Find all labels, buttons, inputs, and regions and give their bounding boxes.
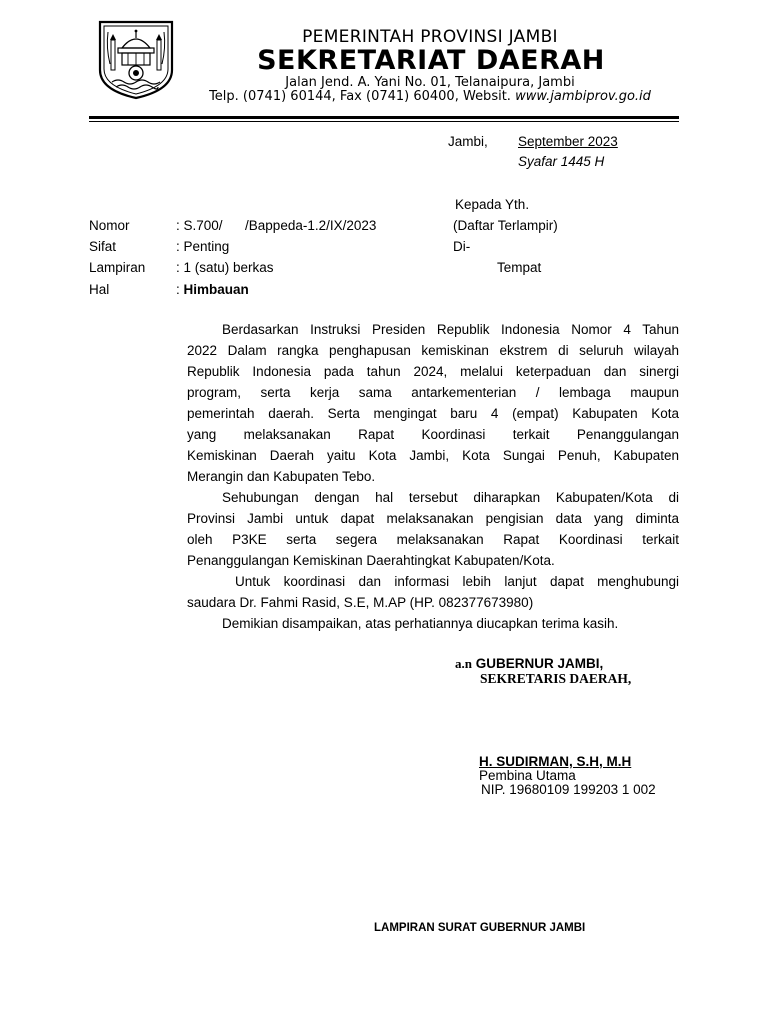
paragraph-line: Sehubungan dengan hal tersebut diharapkan Kabupaten/Kota di bbox=[222, 490, 679, 505]
letterhead-contact-text: Telp. (0741) 60144, Fax (0741) 60400, Websit. bbox=[209, 89, 511, 104]
recipient-name: (Daftar Terlampir) bbox=[453, 218, 558, 233]
signature-rank: Pembina Utama bbox=[479, 768, 576, 783]
date-city: Jambi, bbox=[448, 134, 488, 149]
paragraph-line: Provinsi Jambi untuk dapat melaksanakan pengisian data yang diminta bbox=[187, 511, 679, 526]
letterhead-office: SEKRETARIAT DAERAH bbox=[257, 45, 605, 76]
meta-label-sifat: Sifat bbox=[89, 239, 117, 254]
paragraph-line: yang melaksanakan Rapat Koordinasi terkait Penanggulangan bbox=[187, 427, 679, 442]
recipient-salutation: Kepada Yth. bbox=[455, 197, 530, 212]
paragraph-line: Penanggulangan Kemiskinan Daerahtingkat Kabupaten/Kota. bbox=[187, 553, 555, 568]
paragraph-line: Kemiskinan Daerah yaitu Kota Jambi, Kota Sungai Penuh, Kabupaten bbox=[187, 448, 679, 463]
meta-hal-prefix: : bbox=[176, 282, 184, 297]
paragraph-line: Demikian disampaikan, atas perhatiannya diucapkan terima kasih. bbox=[222, 616, 619, 631]
meta-label-lampiran: Lampiran bbox=[89, 260, 146, 275]
body-paragraph-1 bbox=[187, 319, 679, 487]
letterhead-rule-thin bbox=[89, 121, 679, 122]
paragraph-line: 2022 Dalam rangka penghapusan kemiskinan ekstrem di seluruh wilayah bbox=[187, 343, 679, 358]
date-hijri: Syafar 1445 H bbox=[518, 154, 605, 169]
signature-title-line bbox=[455, 656, 603, 672]
body-paragraph-4 bbox=[187, 613, 679, 634]
meta-value-nomor: : S.700/ /Bappeda-1.2/IX/2023 bbox=[176, 218, 377, 233]
body-paragraph-3 bbox=[187, 571, 679, 613]
recipient-at: Di- bbox=[453, 239, 471, 254]
meta-value-sifat: : Penting bbox=[176, 239, 230, 254]
signature-governor-title: GUBERNUR JAMBI, bbox=[475, 656, 604, 671]
signature-an-prefix: a.n bbox=[455, 656, 472, 671]
attachment-title: LAMPIRAN SURAT GUBERNUR JAMBI bbox=[374, 922, 586, 934]
jambi-province-emblem bbox=[92, 18, 180, 100]
paragraph-line: Untuk koordinasi dan informasi lebih lanjut dapat menghubungi bbox=[235, 574, 679, 589]
meta-label-nomor: Nomor bbox=[89, 218, 130, 233]
paragraph-line: Berdasarkan Instruksi Presiden Republik Indonesia Nomor 4 Tahun bbox=[222, 322, 679, 337]
recipient-place: Tempat bbox=[497, 260, 542, 275]
meta-hal-subject: Himbauan bbox=[183, 282, 249, 297]
paragraph-line: Merangin dan Kabupaten Tebo. bbox=[187, 469, 376, 484]
meta-label-hal: Hal bbox=[89, 282, 110, 297]
signature-nip: NIP. 19680109 199203 1 002 bbox=[481, 782, 656, 797]
letterhead-rule-thick bbox=[89, 116, 679, 119]
signature-secretary-title: SEKRETARIS DAERAH, bbox=[480, 671, 632, 686]
body-paragraph-2 bbox=[187, 487, 679, 571]
paragraph-line: pemerintah daerah. Serta mengingat baru 4 (empat) Kabupaten Kota bbox=[187, 406, 679, 421]
meta-value-hal bbox=[176, 282, 249, 298]
paragraph-line: Republik Indonesia pada tahun 2024, melalui keterpaduan dan sinergi bbox=[187, 364, 679, 379]
meta-value-lampiran: : 1 (satu) berkas bbox=[176, 260, 274, 275]
letterhead-government: PEMERINTAH PROVINSI JAMBI bbox=[302, 27, 558, 47]
paragraph-line: saudara Dr. Fahmi Rasid, S.E, M.AP (HP. 082377673980) bbox=[187, 595, 534, 610]
letterhead-website: www.jambiprov.go.id bbox=[515, 89, 651, 104]
letterhead-address: Jalan Jend. A. Yani No. 01, Telanaipura, Jambi bbox=[285, 75, 575, 90]
signature-name: H. SUDIRMAN, S.H, M.H bbox=[479, 754, 632, 769]
letterhead-contact bbox=[180, 89, 680, 104]
paragraph-line: program, serta kerja sama antarkementerian / lembaga maupun bbox=[187, 385, 679, 400]
paragraph-line: oleh P3KE serta segera melaksanakan Rapat Koordinasi terkait bbox=[187, 532, 679, 547]
date-gregorian: September 2023 bbox=[518, 134, 618, 149]
